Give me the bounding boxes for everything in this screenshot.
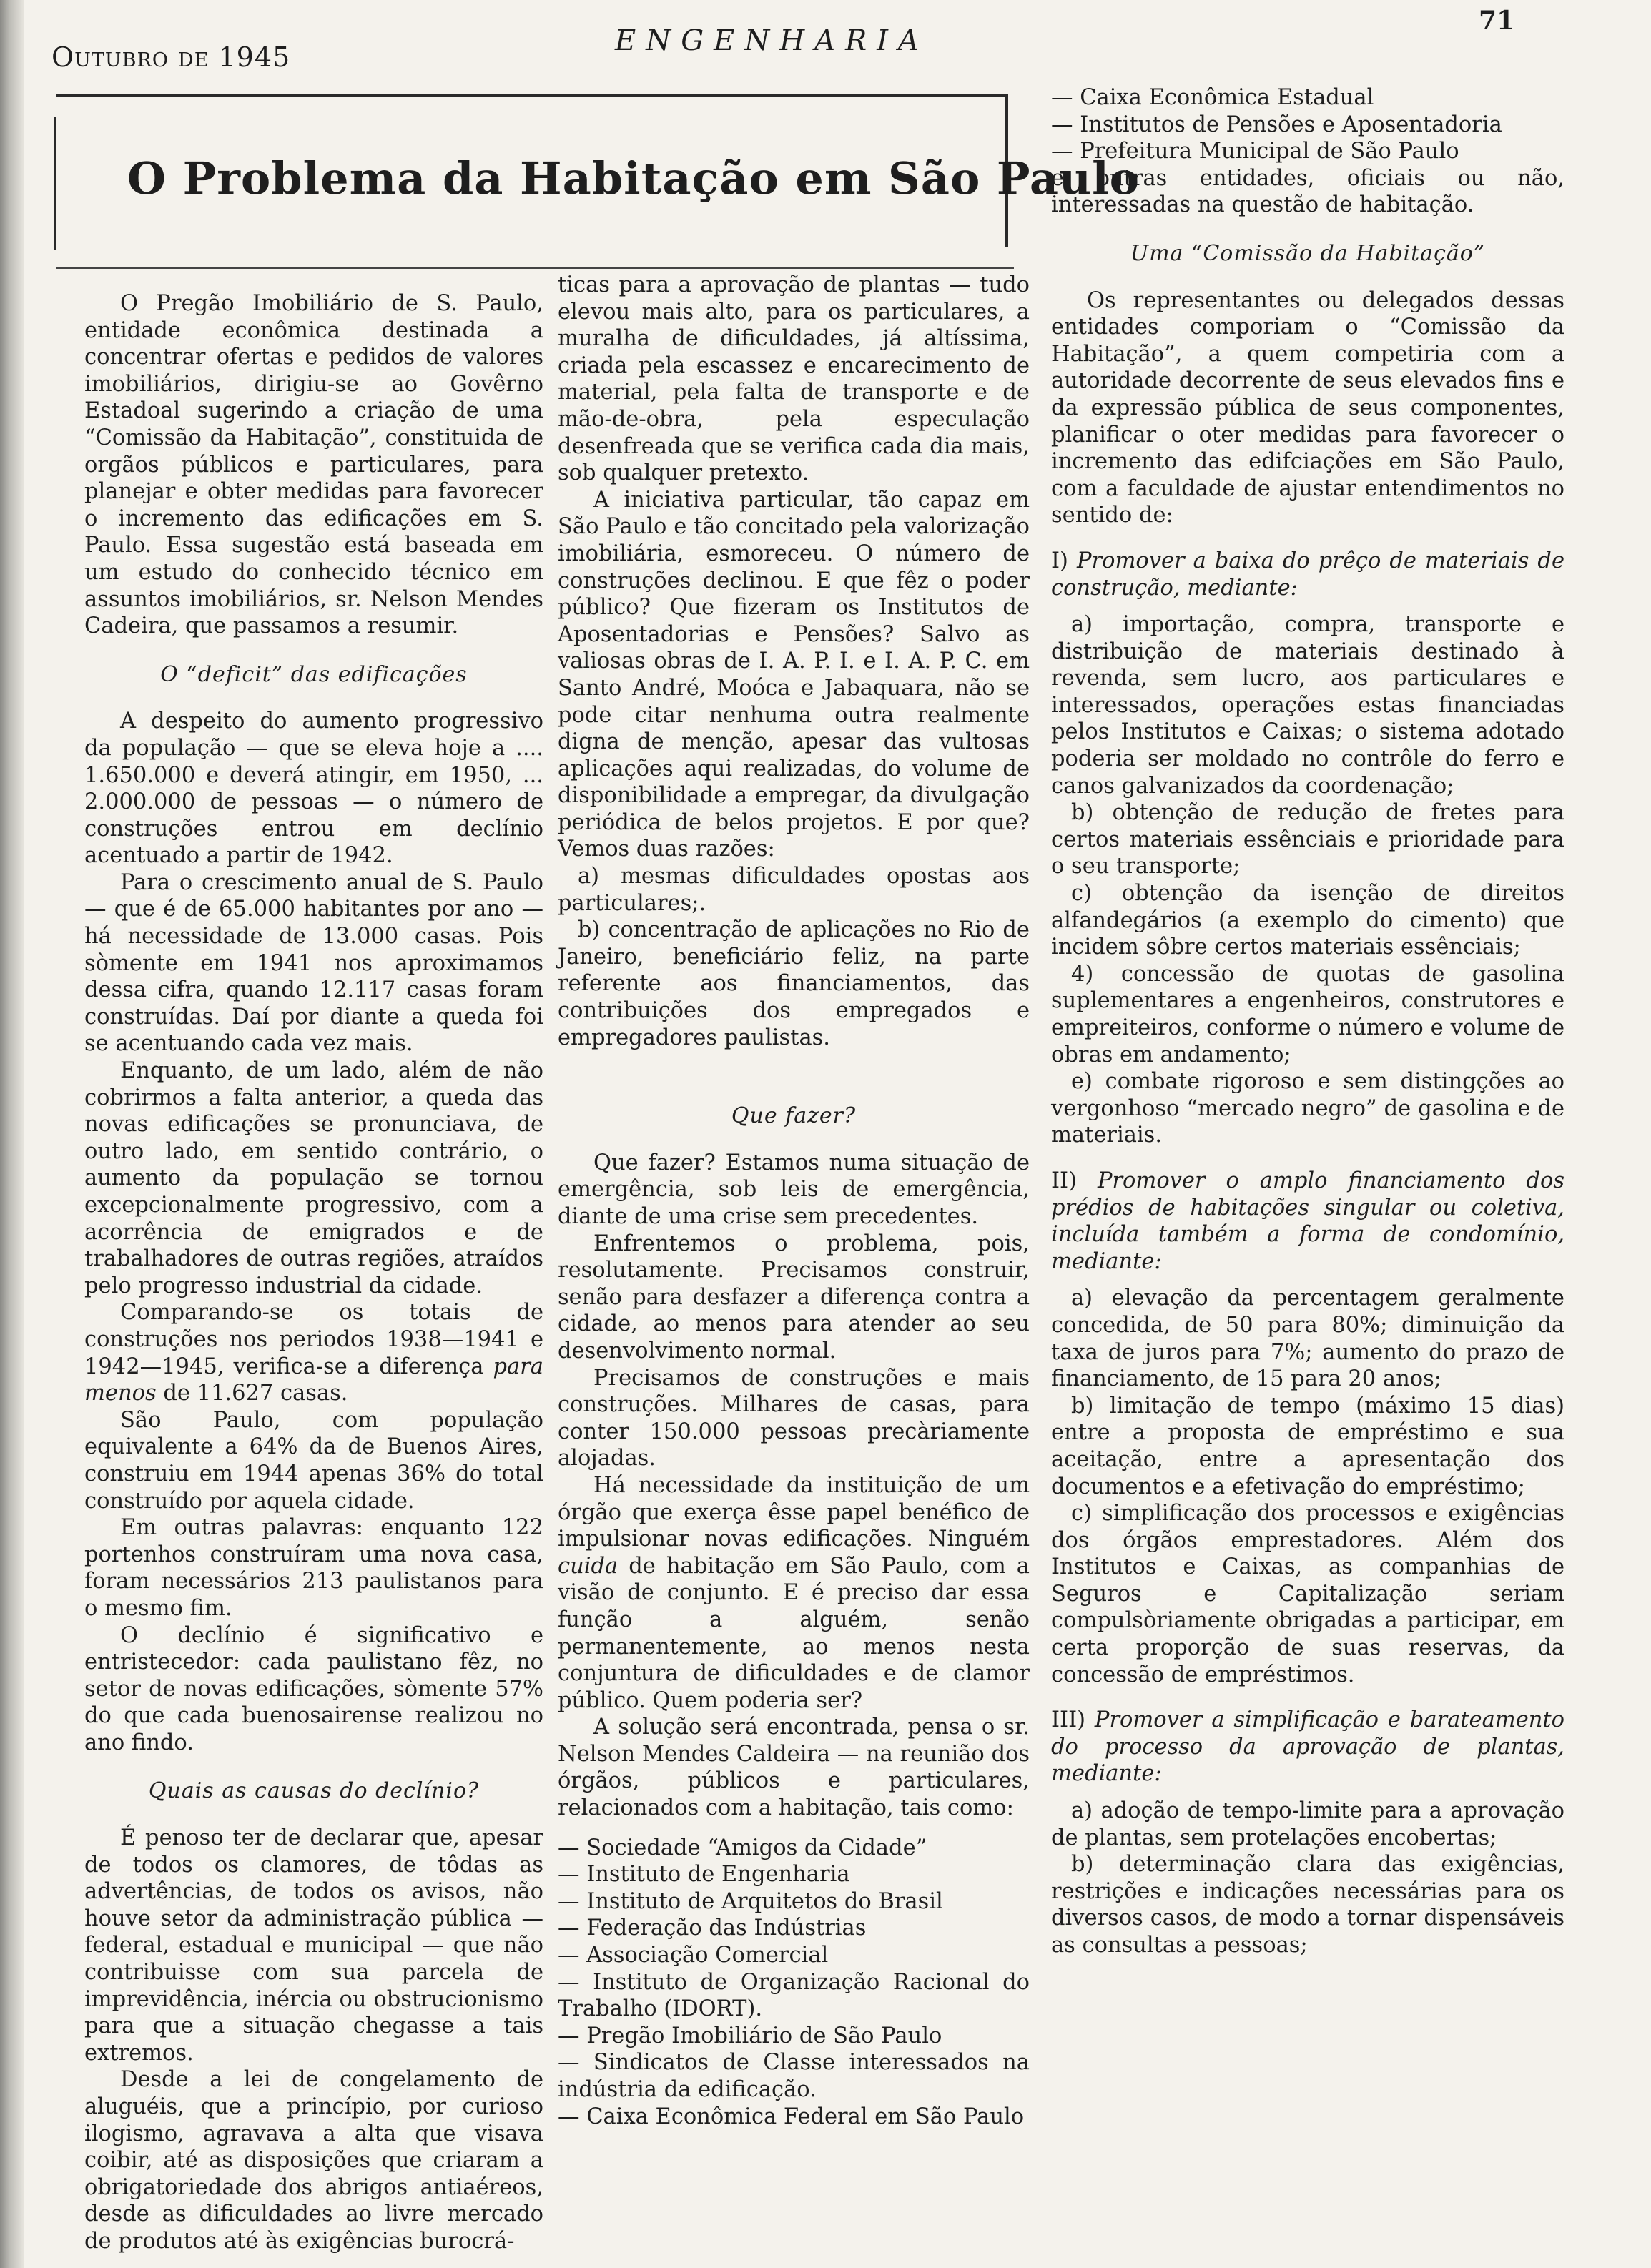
list-item: — Caixa Econômica Estadual	[1051, 85, 1374, 110]
article-title: O Problema da Habitação em São Paulo	[127, 152, 1140, 204]
paragraph: Para o crescimento anual de S. Paulo — que é de 65.000 habitantes por ano — há necessidade de 13.000 casas. Pois sòmente em 1941 nos aproximamos dessa cifra, quando 12.117 casas foram construídas. Daí por diante a queda foi se acentuando cada vez mais.	[84, 869, 543, 1057]
paragraph	[84, 1299, 543, 1406]
title-frame	[56, 94, 1140, 247]
list-item: — Instituto de Engenharia	[558, 1862, 850, 1888]
paragraph: Em outras palavras: enquanto 122 portenhos construíram uma nova casa, foram necessários 213 paulistanos para o mesmo fim.	[84, 1515, 543, 1621]
list-item: — Instituto de Arquitetos do Brasil	[558, 1888, 943, 1914]
section-number: I)	[1051, 548, 1068, 573]
paragraph: São Paulo, com população equivalente a 64% da de Buenos Aires, construiu em 1944 apenas 36% do total construído por aquela cidade.	[84, 1407, 543, 1514]
section-heading: Uma “Comissão da Habitação”	[1130, 240, 1486, 266]
section-heading: Que fazer?	[731, 1103, 857, 1129]
list-item: — Caixa Econômica Federal em São Paulo	[558, 2104, 1025, 2129]
text-run: Há necessidade da instituição de um órgão que exerça êsse papel benéfico de impulsionar novas edificações. Ninguém	[558, 1472, 1030, 1552]
frame-rule-bottom	[56, 267, 1014, 269]
list-item: — Sociedade “Amigos da Cidade”	[558, 1835, 927, 1860]
column-3	[1051, 84, 1564, 1959]
section-number: III)	[1051, 1707, 1086, 1733]
text-run: de habitação em São Paulo, com a visão de conjunto. E é preciso dar essa função a alguém, senão permanentemente, ao menos nesta conjuntura de dificuldades e de clamor público. Quem poderia ser?	[558, 1553, 1030, 1713]
list-paragraph: a) elevação da percentagem geralmente concedida, de 50 para 80%; diminuição da taxa de juros para 7%; aumento do prazo de financiamento, de 15 para 20 anos;	[1051, 1286, 1564, 1392]
paragraph: ticas para a aprovação de plantas — tudo elevou mais alto, para os particulares, a muralha de dificuldades, já altíssima, criada pela escassez e encarecimento de material, pela falta de transporte e de mão-de-obra, pela especulação desenfreada que se verifica cada dia mais, sob qualquer pretexto.	[558, 272, 1030, 486]
scan-edge	[0, 0, 24, 2268]
paragraph: A solução será encontrada, pensa o sr. Nelson Mendes Caldeira — na reunião dos órgãos, públicos e particulares, relacionados com a habitação, tais como:	[558, 1715, 1030, 1821]
list-paragraph: a) mesmas dificuldades opostas aos particulares;.	[558, 864, 1030, 916]
text-run: Comparando-se os totais de construções nos periodos 1938—1941 e 1942—1945, verifica-se a diferença	[84, 1300, 543, 1379]
emphasis: cuida	[558, 1553, 618, 1579]
list-item: — Associação Comercial	[558, 1943, 829, 1968]
emphasis: para menos	[84, 1354, 543, 1406]
list-paragraph: b) determinação clara das exigências, restrições e indicações necessárias para os diversos casos, de modo a tornar dispensáveis as consultas a pessoas;	[1051, 1852, 1564, 1958]
section-title: Promover a simplificação e barateamento do processo da aprovação de plantas, mediante:	[1051, 1707, 1565, 1787]
paragraph	[558, 1472, 1030, 1714]
list-paragraph: a) importação, compra, transporte e distribuição de materiais destinado à revenda, sem lucro, aos particulares e interessados, operações estas financiadas pelos Institutos e Caixas; o sistema adotado poderia ser moldado no contrôle do ferro e canos galvanizados da coordenação;	[1051, 612, 1564, 799]
numbered-heading	[1051, 1707, 1564, 1788]
list-item: — Federação das Indústrias	[558, 1916, 867, 1941]
entity-list-continued	[1051, 84, 1564, 165]
numbered-heading	[1051, 548, 1564, 601]
section-number: II)	[1051, 1168, 1077, 1193]
column-1	[84, 290, 543, 2255]
section-heading: O “deficit” das edificações	[160, 661, 468, 687]
list-paragraph: a) adoção de tempo-limite para a aprovação de plantas, sem protelações encobertas;	[1051, 1798, 1564, 1850]
paragraph: Enfrentemos o problema, pois, resolutamente. Precisamos construir, senão para desfazer a diferença contra a cidade, ao menos para atender ao seu desenvolvimento normal.	[558, 1231, 1030, 1364]
section-title: Promover a baixa do prêço de materiais de construção, mediante:	[1051, 548, 1564, 601]
text-run: de 11.627 casas.	[156, 1381, 348, 1406]
numbered-heading	[1051, 1168, 1564, 1275]
column-2	[558, 272, 1030, 2130]
issue-date: Outubro de 1945	[51, 41, 291, 73]
page-number: 71	[1479, 6, 1515, 36]
list-paragraph: 4) concessão de quotas de gasolina suplementares a engenheiros, construtores e empreiteiros, conforme o número e volume de obras em andamento;	[1051, 961, 1564, 1068]
section-heading: Quais as causas do declínio?	[148, 1778, 480, 1804]
list-paragraph: b) limitação de tempo (máximo 15 dias) entre a proposta de empréstimo e sua aceitação, entre a apresentação dos documentos e a efetivação do empréstimo;	[1051, 1393, 1564, 1499]
journal-name: ENGENHARIA	[615, 24, 929, 57]
paragraph: Desde a lei de congelamento de aluguéis, que a princípio, por curioso ilogismo, agravava a alta que visava coibir, até as disposições que criaram a obrigatoriedade dos abrigos antiaéreos, desde as dificuldades ao livre mercado de produtos até às exigências burocrá-	[84, 2067, 543, 2254]
paragraph: O declínio é significativo e entristecedor: cada paulistano fêz, no setor de novas edificações, sòmente 57% do que cada buenosairense realizou no ano findo.	[84, 1622, 543, 1755]
list-paragraph: e) combate rigoroso e sem distingções ao vergonhoso “mercado negro” de gasolina e de materiais.	[1051, 1069, 1564, 1148]
paragraph: Que fazer? Estamos numa situação de emergência, sob leis de emergência, diante de uma crise sem precedentes.	[558, 1150, 1030, 1229]
paragraph: Enquanto, de um lado, além de não cobrirmos a falta anterior, a queda das novas edificações se pronunciava, de outro lado, em sentido contrário, o aumento da população se tornou excepcionalmente progressivo, com a acorrência de emigrados e de trabalhadores de outras regiões, atraídos pelo progresso industrial da cidade.	[84, 1058, 543, 1298]
section-title: Promover o amplo financiamento dos prédios de habitações singular ou coletiva, incluída também a forma de condomínio, mediante:	[1051, 1168, 1564, 1274]
list-paragraph: c) simplificação dos processos e exigências dos órgãos emprestadores. Além dos Institutos e Caixas, as companhias de Seguros e Capitalização seriam compulsòriamente obrigadas a participar, em certa proporção de suas reservas, da concessão de empréstimos.	[1051, 1501, 1564, 1687]
list-item: — Institutos de Pensões e Aposentadoria	[1051, 112, 1502, 137]
paragraph: A iniciativa particular, tão capaz em São Paulo e tão concitado pela valorização imobiliária, esmoreceu. O número de construções declinou. E que fêz o poder público? Que fizeram os Institutos de Aposentadorias e Pensões? Salvo as valiosas obras de I. A. P. I. e I. A. P. C. em Santo André, Moóca e Jabaquara, não se pode citar nenhuma outra realmente digna de menção, apesar das vultosas aplicações aqui realizadas, do volume de disponibilidade a empregar, da divulgação periódica de belos projetos. E por que? Vemos duas razões:	[558, 487, 1030, 862]
list-paragraph: b) concentração de aplicações no Rio de Janeiro, beneficiário feliz, na parte referente aos financiamentos, das contribuições dos empregados e empregadores paulistas.	[558, 917, 1030, 1050]
list-paragraph: c) obtenção da isenção de direitos alfandegários (a exemplo do cimento) que incidem sôbre certos materiais essênciais;	[1051, 881, 1564, 960]
entity-list	[558, 1835, 1030, 2131]
list-paragraph: b) obtenção de redução de fretes para certos materiais essênciais e prioridade para o seu transporte;	[1051, 800, 1564, 879]
list-item: — Instituto de Organização Racional do Trabalho (IDORT).	[558, 1969, 1030, 2022]
paragraph: É penoso ter de declarar que, apesar de todos os clamores, de tôdas as advertências, de todos os avisos, não houve setor da administração pública — federal, estadual e municipal — que não contribuisse com sua parcela de imprevidência, inércia ou obstrucionismo para que a situação chegasse a tais extremos.	[84, 1825, 543, 2066]
list-item: — Prefeitura Municipal de São Paulo	[1051, 139, 1459, 164]
frame-rule-left	[54, 117, 56, 250]
list-item: — Pregão Imobiliário de São Paulo	[558, 2023, 942, 2048]
list-item: — Sindicatos de Classe interessados na indústria da edificação.	[558, 2050, 1030, 2102]
paragraph: O Pregão Imobiliário de S. Paulo, entidade econômica destinada a concentrar ofertas e pedidos de valores imobiliários, dirigiu-se ao Govêrno Estadoal sugerindo a criação de uma “Comissão da Habitação”, constituida de orgãos públicos e particulares, para planejar e obter medidas para favorecer o incremento das edificações em S. Paulo. Essa sugestão está baseada em um estudo do conhecido técnico em assuntos imobiliários, sr. Nelson Mendes Cadeira, que passamos a resumir.	[84, 291, 543, 639]
paragraph: A despeito do aumento progressivo da população — que se eleva hoje a .... 1.650.000 e deverá atingir, em 1950, ... 2.000.000 de pessoas — o número de construções entrou em declínio acentuado a partir de 1942.	[84, 709, 543, 869]
paragraph: Precisamos de construções e mais construções. Milhares de casas, para conter 150.000 pessoas precàriamente alojadas.	[558, 1365, 1030, 1471]
paragraph: e outras entidades, oficiais ou não, interessadas na questão de habitação.	[1051, 165, 1564, 218]
paragraph: Os representantes ou delegados dessas entidades comporiam o “Comissão da Habitação”, a quem competiria com a autoridade decorrente de seus elevados fins e da expressão pública de seus componentes, planificar o oter medidas para favorecer o incremento das edifciações em São Paulo, com a faculdade de ajustar entendimentos no sentido de:	[1051, 287, 1564, 528]
